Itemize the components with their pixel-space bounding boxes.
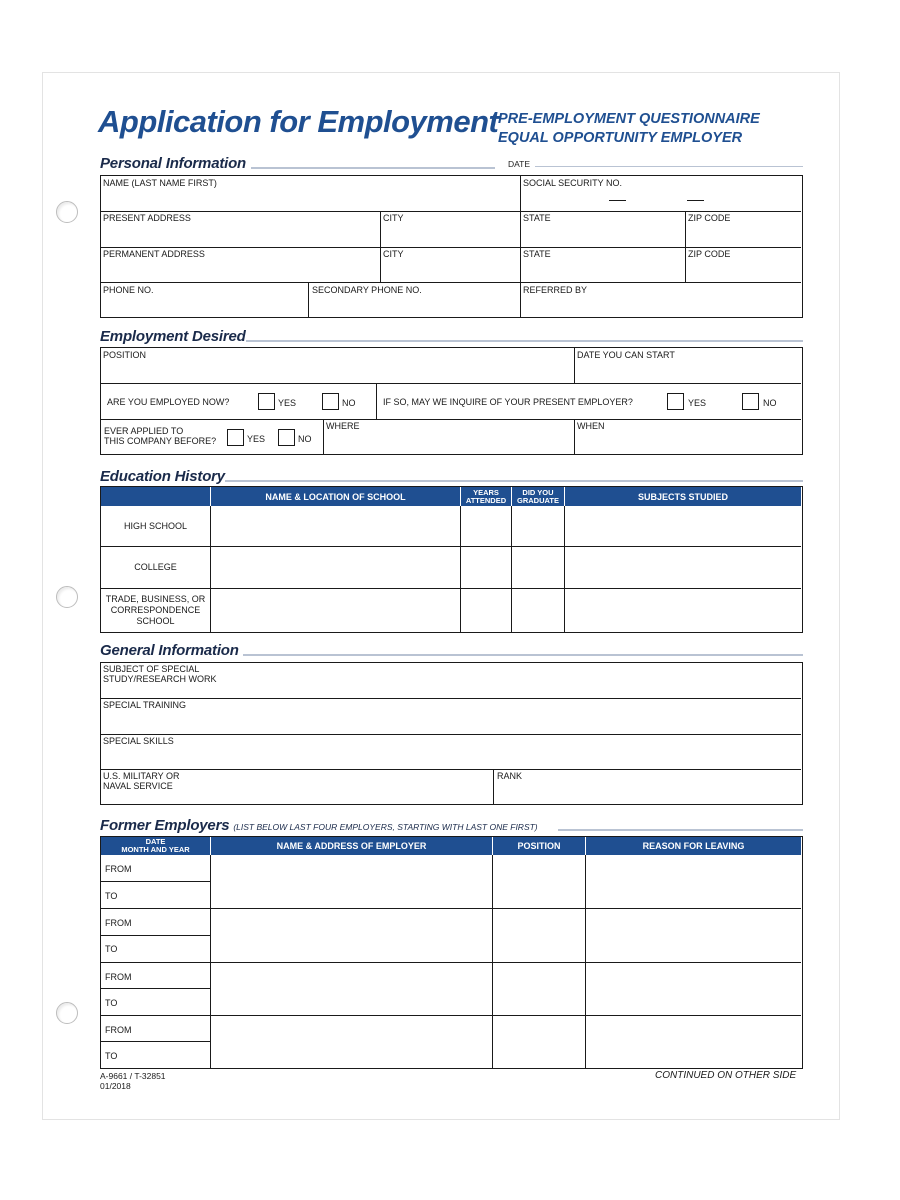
form-number <box>100 1071 166 1091</box>
applied-before-yes-label: YES <box>247 434 266 444</box>
divider <box>101 1041 210 1042</box>
divider <box>101 698 801 699</box>
divider <box>101 1015 801 1016</box>
employment-desired-box <box>100 347 803 455</box>
divider <box>685 211 686 282</box>
education-table <box>100 486 803 633</box>
inquire-no-checkbox[interactable] <box>742 393 759 410</box>
former-employers-table <box>100 836 803 1069</box>
divider <box>511 506 512 632</box>
personal-info-box <box>100 175 803 318</box>
divider <box>308 282 309 317</box>
divider <box>101 247 801 248</box>
divider <box>101 419 801 420</box>
divider <box>101 769 801 770</box>
name-field[interactable]: NAME (LAST NAME FIRST) <box>103 178 217 188</box>
phone-field[interactable]: PHONE NO. <box>103 285 154 295</box>
divider <box>101 988 210 989</box>
general-info-box <box>100 662 803 805</box>
header-graduate-line-1: DID YOU <box>522 487 554 497</box>
edu-row-label: HIGH SCHOOL <box>123 520 187 531</box>
present-state-field[interactable]: STATE <box>523 213 551 223</box>
education-table-header <box>101 487 801 506</box>
where-field[interactable]: WHERE <box>326 421 360 431</box>
punch-hole-top <box>56 201 78 223</box>
present-address-field[interactable]: PRESENT ADDRESS <box>103 213 191 223</box>
applied-before-no-label: NO <box>298 434 312 444</box>
divider <box>492 855 493 1068</box>
header-date-line-2: MONTH AND YEAR <box>121 845 190 854</box>
divider <box>460 506 461 632</box>
employed-now-label: ARE YOU EMPLOYED NOW? <box>107 397 230 407</box>
edu-row-label: COLLEGE <box>134 561 177 572</box>
when-field[interactable]: WHEN <box>577 421 605 431</box>
employed-now-no-label: NO <box>342 398 356 408</box>
applied-before-line-2: THIS COMPANY BEFORE? <box>104 436 217 446</box>
section-title-personal: Personal Information <box>100 155 247 172</box>
divider <box>101 908 801 909</box>
form-date: 01/2018 <box>100 1081 131 1091</box>
employed-now-yes-checkbox[interactable] <box>258 393 275 410</box>
divider <box>574 419 575 454</box>
section-title-education: Education History <box>100 468 225 485</box>
present-zip-field[interactable]: ZIP CODE <box>688 213 731 223</box>
referred-by-field[interactable]: REFERRED BY <box>523 285 588 295</box>
divider <box>520 211 521 317</box>
employer-4-from-field[interactable]: FROM <box>105 1025 132 1035</box>
applied-before-line-1: EVER APPLIED TO <box>104 426 184 436</box>
employer-3-from-field[interactable]: FROM <box>105 972 132 982</box>
divider <box>210 855 211 1068</box>
header-subjects: SUBJECTS STUDIED <box>564 487 801 506</box>
inquire-label: IF SO, MAY WE INQUIRE OF YOUR PRESENT EMPLOYER? <box>383 397 633 407</box>
section-title-former <box>100 817 538 834</box>
employed-now-yes-label: YES <box>278 398 297 408</box>
continued-note: CONTINUED ON OTHER SIDE <box>655 1070 797 1081</box>
divider <box>210 506 211 632</box>
present-city-field[interactable]: CITY <box>383 213 404 223</box>
divider <box>101 734 801 735</box>
permanent-zip-field[interactable]: ZIP CODE <box>688 249 731 259</box>
edu-row-label: TRADE, BUSINESS, OR CORRESPONDENCE SCHOOL <box>105 593 206 626</box>
section-rule <box>251 167 495 169</box>
divider <box>101 962 801 963</box>
header-years <box>460 487 511 506</box>
military-line-1: U.S. MILITARY OR <box>103 771 180 781</box>
section-rule <box>246 340 803 342</box>
permanent-state-field[interactable]: STATE <box>523 249 551 259</box>
secondary-phone-field[interactable]: SECONDARY PHONE NO. <box>312 285 422 295</box>
applied-before-no-checkbox[interactable] <box>278 429 295 446</box>
divider <box>376 383 377 419</box>
section-rule <box>243 654 803 656</box>
date-label: DATE <box>508 159 531 169</box>
applied-before-yes-checkbox[interactable] <box>227 429 244 446</box>
employer-3-to-field[interactable]: TO <box>105 998 118 1008</box>
special-training-field[interactable]: SPECIAL TRAINING <box>103 700 187 710</box>
position-field[interactable]: POSITION <box>103 350 147 360</box>
ssn-dash <box>687 200 704 201</box>
header-years-line-2: ATTENDED <box>465 495 507 505</box>
employer-2-to-field[interactable]: TO <box>105 944 118 954</box>
rank-field[interactable]: RANK <box>497 771 523 781</box>
subtitle-line-1: PRE-EMPLOYMENT QUESTIONNAIRE <box>498 111 760 127</box>
employer-4-to-field[interactable]: TO <box>105 1051 118 1061</box>
form-code: A-9661 / T-32851 <box>100 1071 166 1081</box>
header-date-line-1: DATE <box>145 837 166 846</box>
military-service-field[interactable] <box>103 771 180 791</box>
divider <box>564 506 565 632</box>
punch-hole-middle <box>56 586 78 608</box>
date-line[interactable] <box>535 166 803 167</box>
header-blank <box>101 487 210 506</box>
divider <box>101 881 210 882</box>
military-line-2: NAVAL SERVICE <box>103 781 173 791</box>
special-study-field[interactable] <box>103 664 217 684</box>
section-title-employment: Employment Desired <box>100 328 246 345</box>
inquire-no-label: NO <box>763 398 777 408</box>
form-title: Application for Employment <box>98 104 499 139</box>
header-years-line-1: YEARS <box>473 487 499 497</box>
inquire-yes-checkbox[interactable] <box>667 393 684 410</box>
employer-1-from-field[interactable]: FROM <box>105 864 132 874</box>
divider <box>493 769 494 804</box>
form-subtitle <box>498 110 760 148</box>
employer-1-to-field[interactable]: TO <box>105 891 118 901</box>
divider <box>585 855 586 1068</box>
divider <box>323 419 324 454</box>
applied-before-label <box>104 426 216 446</box>
employer-2-from-field[interactable]: FROM <box>105 918 132 928</box>
header-position: POSITION <box>492 837 585 855</box>
former-note: (LIST BELOW LAST FOUR EMPLOYERS, STARTING WITH LAST ONE FIRST) <box>233 822 538 832</box>
subtitle-line-2: EQUAL OPPORTUNITY EMPLOYER <box>498 130 743 146</box>
divider <box>101 383 801 384</box>
special-study-line-2: STUDY/RESEARCH WORK <box>103 674 217 684</box>
divider <box>101 282 801 283</box>
divider <box>574 348 575 383</box>
ssn-field[interactable]: SOCIAL SECURITY NO. <box>523 178 623 188</box>
section-rule <box>558 829 803 831</box>
header-graduate <box>511 487 564 506</box>
permanent-address-field[interactable]: PERMANENT ADDRESS <box>103 249 205 259</box>
divider <box>101 211 801 212</box>
section-rule <box>225 480 803 482</box>
header-graduate-line-2: GRADUATE <box>517 495 559 505</box>
divider <box>101 935 210 936</box>
former-title-text: Former Employers <box>100 817 230 834</box>
employed-now-no-checkbox[interactable] <box>322 393 339 410</box>
start-date-field[interactable]: DATE YOU CAN START <box>577 350 675 360</box>
special-skills-field[interactable]: SPECIAL SKILLS <box>103 736 174 746</box>
special-study-line-1: SUBJECT OF SPECIAL <box>103 664 200 674</box>
section-title-general: General Information <box>100 642 239 659</box>
ssn-dash <box>609 200 626 201</box>
inquire-yes-label: YES <box>688 398 707 408</box>
divider <box>380 211 381 282</box>
header-school: NAME & LOCATION OF SCHOOL <box>210 487 460 506</box>
header-reason: REASON FOR LEAVING <box>585 837 801 855</box>
punch-hole-bottom <box>56 1002 78 1024</box>
permanent-city-field[interactable]: CITY <box>383 249 404 259</box>
header-employer: NAME & ADDRESS OF EMPLOYER <box>210 837 492 855</box>
divider <box>520 176 521 211</box>
former-table-header <box>101 837 801 855</box>
header-date <box>101 837 210 855</box>
